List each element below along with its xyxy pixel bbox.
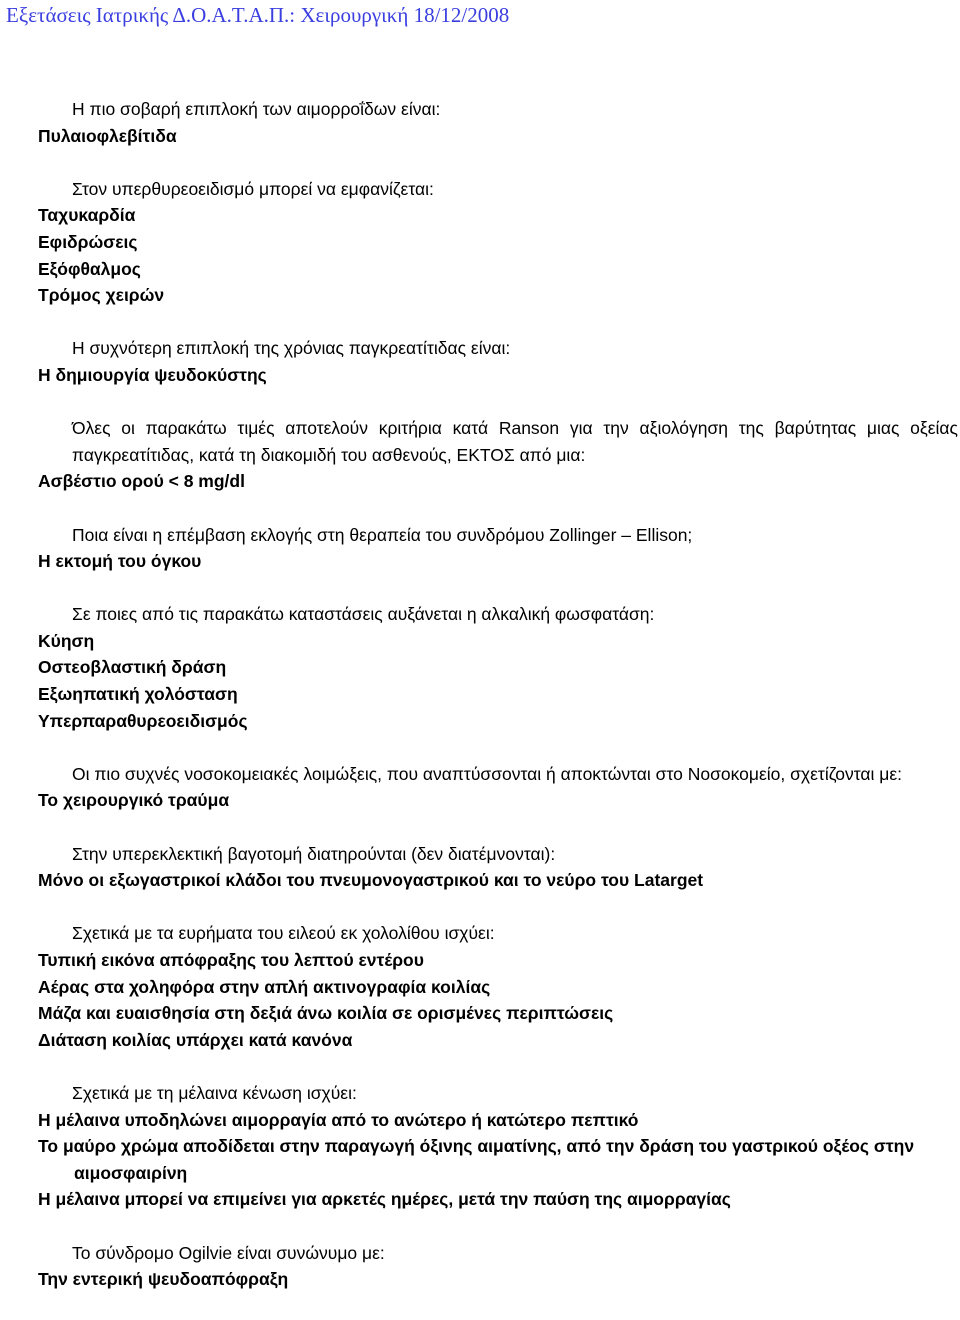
answer-text: Μάζα και ευαισθησία στη δεξιά άνω κοιλία σε ορισμένες περιπτώσεις — [38, 1003, 614, 1024]
answer-text: Εξόφθαλμος — [38, 258, 141, 279]
answer-text: Τρόμος χειρών — [38, 285, 165, 306]
question-text: Η πιο σοβαρή επιπλοκή των αιμορροΐδων είναι: — [72, 99, 441, 119]
answer-text: Διάταση κοιλίας υπάρχει κατά κανόνα — [38, 1029, 353, 1050]
question-text: Ποια είναι η επέμβαση εκλογής στη θεραπεία του συνδρόμου Zollinger – Ellison; — [72, 524, 693, 545]
question-block — [38, 601, 958, 734]
answer-text: Ταχυκαρδία — [38, 205, 136, 226]
question-text: Στον υπερθυρεοειδισμό μπορεί να εμφανίζεται: — [72, 178, 434, 199]
question-text: Σε ποιες από τις παρακάτω καταστάσεις αυξάνεται η αλκαλική φωσφατάση: — [72, 604, 655, 625]
answer-text: Το μαύρο χρώμα αποδίδεται στην παραγωγή όξινης αιματίνης, από την δράση του γαστρικού οξέος στην αιμοσφαιρίνη — [38, 1136, 915, 1183]
question-text: Σχετικά με τη μέλαινα κένωση ισχύει: — [72, 1082, 357, 1103]
question-text: Όλες οι παρακάτω τιμές αποτελούν κριτήρια κατά Ranson για την αξιολόγηση της βαρύτητας μιας οξείας παγκρεατίτιδας, κατά τη διακομιδή του ασθενούς, ΕΚΤΟΣ από μια: — [72, 418, 958, 465]
answer-text: Υπερπαραθυρεοειδισμός — [38, 710, 248, 731]
question-block — [38, 522, 958, 575]
answer-text: Κύηση — [38, 630, 95, 651]
question-block — [38, 415, 958, 495]
answer-text: Οστεοβλαστική δράση — [38, 657, 227, 678]
question-block — [38, 1080, 958, 1213]
question-block — [38, 1240, 958, 1293]
answer-text: Το χειρουργικό τραύμα — [38, 790, 230, 811]
document-body — [38, 96, 958, 1319]
answer-text: Εξωηπατική χολόσταση — [38, 684, 238, 705]
question-text: Στην υπερεκλεκτική βαγοτομή διατηρούνται (δεν διατέμνονται): — [72, 843, 556, 864]
question-block — [38, 176, 958, 309]
answer-text: Η μέλαινα μπορεί να επιμείνει για αρκετές ημέρες, μετά την παύση της αιμορραγίας — [38, 1189, 731, 1210]
answer-text: Ασβέστιο ορού < 8 mg/dl — [38, 471, 245, 492]
answer-text: Η μέλαινα υποδηλώνει αιμορραγία από το ανώτερο ή κατώτερο πεπτικό — [38, 1109, 639, 1130]
question-block — [38, 96, 958, 149]
answer-text: Πυλαιοφλεβίτιδα — [38, 125, 177, 146]
question-text: Η συχνότερη επιπλοκή της χρόνιας παγκρεατίτιδας είναι: — [72, 338, 511, 359]
answer-text: Μόνο οι εξωγαστρικοί κλάδοι του πνευμονογαστρικού και το νεύρο του Latarget — [38, 870, 704, 891]
answer-text: Η εκτομή του όγκου — [38, 551, 202, 572]
question-text: Σχετικά με τα ευρήματα του ειλεού εκ χολολίθου ισχύει: — [72, 923, 495, 944]
answer-text: Η δημιουργία ψευδοκύστης — [38, 364, 267, 385]
question-block — [38, 841, 958, 894]
question-text: Οι πιο συχνές νοσοκομειακές λοιμώξεις, που αναπτύσσονται ή αποκτώνται στο Νοσοκομείο, σχετίζονται με: — [72, 763, 903, 784]
answer-text: Εφιδρώσεις — [38, 231, 138, 252]
answer-text: Αέρας στα χοληφόρα στην απλή ακτινογραφία κοιλίας — [38, 976, 491, 997]
page-header: Εξετάσεις Ιατρικής Δ.Ο.Α.Τ.Α.Π.: Χειρουργική 18/12/2008 — [6, 3, 510, 27]
question-block — [38, 920, 958, 1053]
question-text: Το σύνδρομο Ogilvie είναι συνώνυμο με: — [72, 1242, 385, 1263]
answer-text: Τυπική εικόνα απόφραξης του λεπτού εντέρου — [38, 950, 424, 970]
question-block — [38, 761, 958, 814]
answer-text: Την εντερική ψευδοαπόφραξη — [38, 1269, 289, 1290]
question-block — [38, 335, 958, 388]
